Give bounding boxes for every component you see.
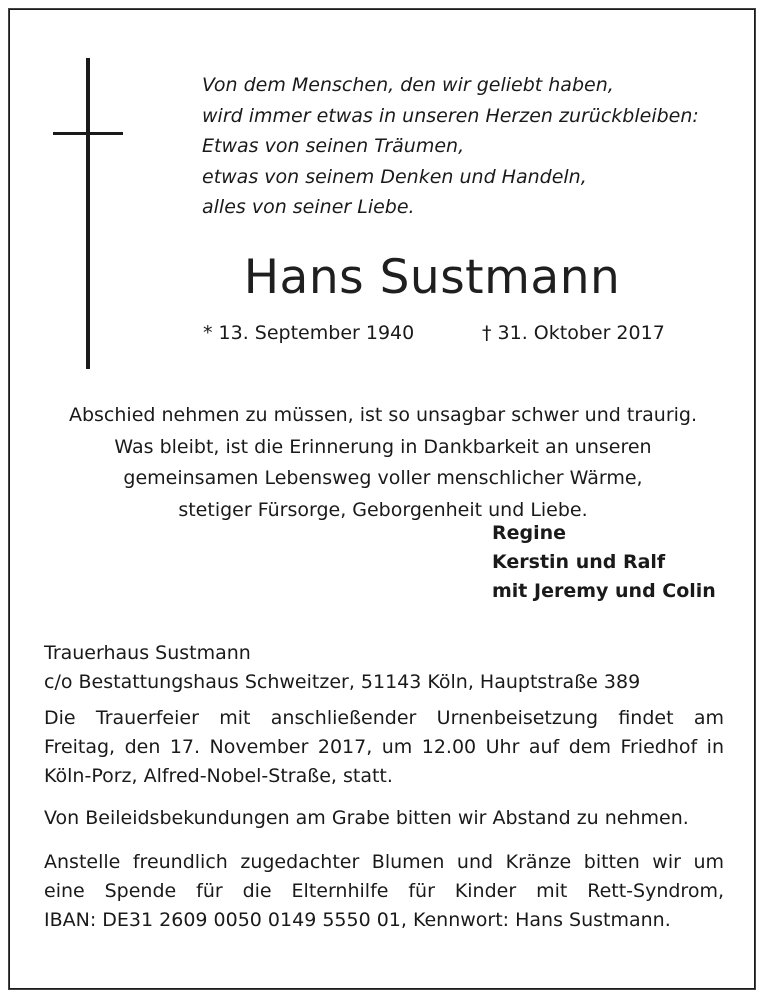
ceremony-paragraph (44, 704, 724, 791)
donation-line: Anstelle freundlich zugedachter Blumen und Kränze bitten wir um (44, 851, 724, 873)
condolences-paragraph (44, 804, 724, 833)
farewell-text (0, 400, 766, 526)
donation-line: eine Spende für die Elternhilfe für Kinder mit Rett-Syndrom, (44, 880, 724, 902)
ceremony-line: Freitag, den 17. November 2017, um 12.00 Uhr auf dem Friedhof in (44, 736, 724, 758)
farewell-line: gemeinsamen Lebensweg voller menschlicher Wärme, (123, 467, 643, 489)
farewell-line: Was bleibt, ist die Erinnerung in Dankbarkeit an unseren (114, 435, 652, 458)
poem-line: Von dem Menschen, den wir geliebt haben, (202, 74, 614, 96)
ceremony-line: Die Trauerfeier mit anschließender Urnenbeisetzung findet am (44, 707, 724, 729)
poem-line: wird immer etwas in unseren Herzen zurückbleiben: (202, 104, 699, 127)
poem-line: Etwas von seinen Träumen, (202, 135, 465, 157)
poem-line: etwas von seinem Denken und Handeln, (202, 165, 587, 188)
cross-vertical-bar (86, 58, 90, 369)
address-line: Trauerhaus Sustmann (44, 642, 251, 664)
farewell-line: Abschied nehmen zu müssen, ist so unsagbar schwer und traurig. (68, 404, 698, 426)
mourner-line: Regine (492, 522, 567, 544)
cross-horizontal-bar (53, 132, 123, 135)
death-date: † 31. Oktober 2017 (482, 322, 665, 344)
mourner-line: Kerstin und Ralf (492, 551, 666, 573)
ceremony-line: Köln-Porz, Alfred-Nobel-Straße, statt. (44, 765, 393, 787)
house-of-mourning-address (44, 639, 640, 697)
poem-line: alles von seiner Liebe. (202, 196, 415, 218)
condolences-line: Von Beileidsbekundungen am Grabe bitten wir Abstand zu nehmen. (44, 807, 689, 829)
mourner-line: mit Jeremy und Colin (492, 580, 716, 602)
mourners-signature (492, 519, 716, 606)
birth-date: * 13. September 1940 (203, 322, 415, 344)
farewell-line: stetiger Fürsorge, Geborgenheit und Liebe. (178, 498, 588, 521)
donation-paragraph (44, 848, 724, 935)
donation-line: IBAN: DE31 2609 0050 0149 5550 01, Kennwort: Hans Sustmann. (44, 909, 671, 931)
address-line: c/o Bestattungshaus Schweitzer, 51143 Köln, Hauptstraße 389 (44, 671, 641, 693)
deceased-name: Hans Sustmann (243, 250, 621, 305)
poem (202, 70, 699, 223)
